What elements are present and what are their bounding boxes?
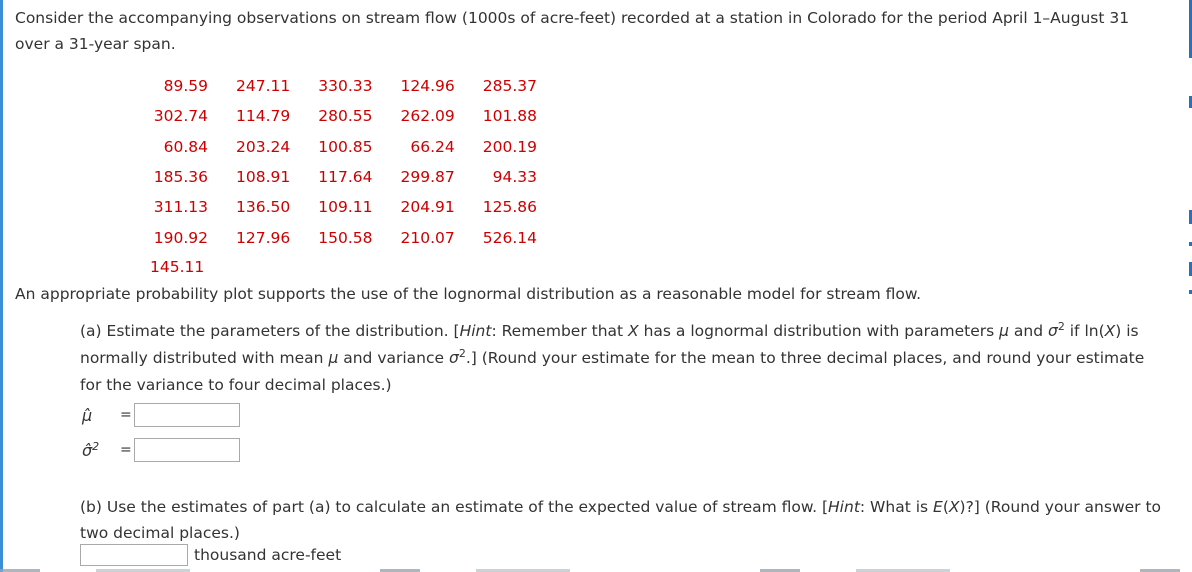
table-cell: 124.96 [400,77,455,96]
table-cell: 311.13 [153,198,208,217]
table-cell: 108.91 [236,168,291,187]
stream-flow-table [138,71,537,253]
equals-sign: = [120,407,132,423]
table-cell: 66.24 [410,137,455,156]
equals-sign: = [120,442,132,458]
sigma-hat-label: σ̂$^2$ [82,439,100,460]
mu-hat-input[interactable] [134,403,240,427]
table-cell: 280.55 [318,107,373,126]
right-scroll-edge [1186,0,1192,572]
expected-value-row [80,543,341,567]
table-cell: 185.36 [153,168,208,187]
last-observation: 145.11 [150,258,205,276]
unit-label: thousand acre-feet [194,546,342,564]
sigma-hat-squared-input[interactable] [134,438,240,462]
table-cell: 247.11 [236,77,291,96]
table-cell: 204.91 [400,198,455,217]
table-cell: 60.84 [163,137,208,156]
mu-hat-label: μ̂ [82,405,93,425]
table-cell: 262.09 [400,107,455,126]
support-statement: An appropriate probability plot supports the use of the lognormal distribution as a reasonable model for stream flow. [15,285,922,303]
table-cell: 114.79 [236,107,291,126]
table-row [138,222,537,252]
table-cell: 526.14 [482,228,537,247]
table-row [138,132,537,162]
table-cell: 330.33 [318,77,373,96]
table-cell: 285.37 [482,77,537,96]
table-cell: 190.92 [153,228,208,247]
problem-intro: Consider the accompanying observations on stream flow (1000s of acre-feet) recorded at a station in Colorado for the period April 1–August 31 over a 31-year span. [15,9,1130,53]
table-cell: 100.85 [318,137,373,156]
part-a-question: (a) Estimate the parameters of the distribution. [Hint: Remember that X has a lognormal distribution with parameters μ and $\sigma^2$ if ln(X) is normally distributed with mean μ and variance $\sigma^2$.] (Round your estimate for the mean to three decimal places, and round your estimate for the variance to four decimal places.) [80,320,1145,394]
left-accent-bar [0,0,3,572]
table-row [138,162,537,192]
mu-hat-row [80,402,240,428]
table-row [138,71,537,101]
table-row [138,101,537,131]
part-b-question: (b) Use the estimates of part (a) to calculate an estimate of the expected value of stream flow. [Hint: What is E(X)?] (Round your answer to two decimal places.) [80,498,1162,542]
table-cell: 89.59 [163,77,208,96]
table-cell: 101.88 [482,107,537,126]
sigma-hat-row [80,437,240,463]
table-cell: 117.64 [318,168,373,187]
table-cell: 125.86 [482,198,537,217]
table-cell: 150.58 [318,228,373,247]
table-cell: 109.11 [318,198,373,217]
table-cell: 299.87 [400,168,455,187]
table-cell: 203.24 [236,137,291,156]
table-cell: 136.50 [236,198,291,217]
table-cell: 200.19 [482,137,537,156]
table-cell: 127.96 [236,228,291,247]
table-row [138,192,537,222]
table-cell: 302.74 [153,107,208,126]
table-cell: 94.33 [492,168,537,187]
expected-value-input[interactable] [80,544,188,566]
table-cell: 210.07 [400,228,455,247]
